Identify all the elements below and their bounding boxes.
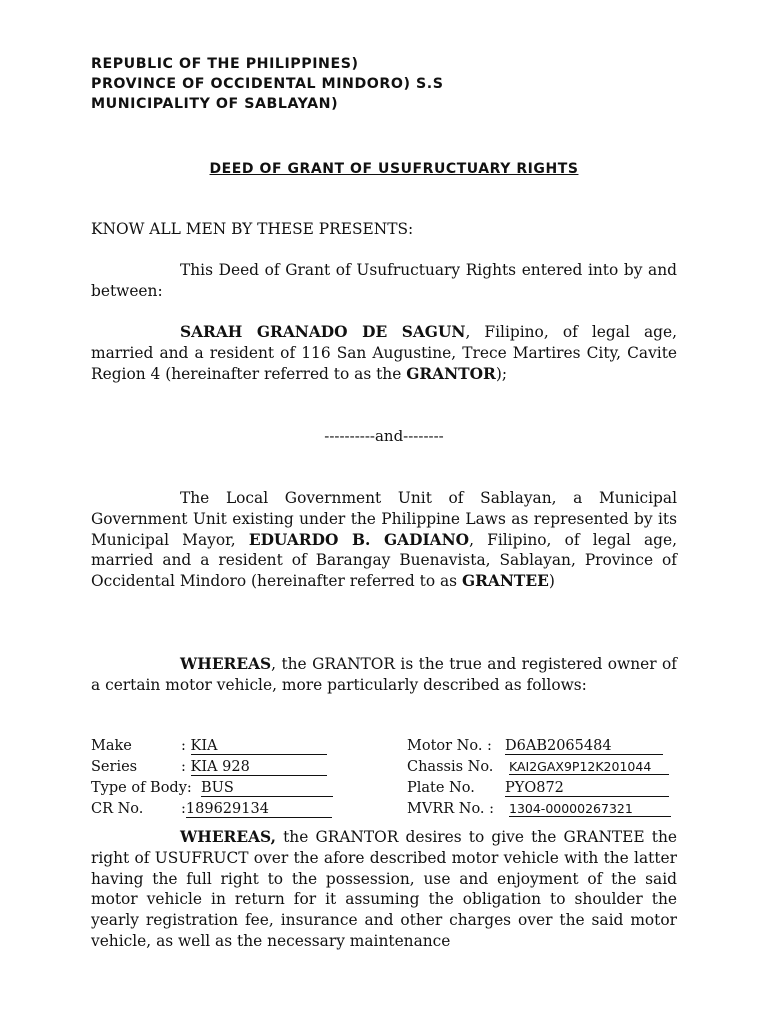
document-title: DEED OF GRANT OF USUFRUCTUARY RIGHTS (209, 161, 579, 177)
spec-motor (407, 736, 663, 757)
spec-make-value: KIA (191, 739, 327, 755)
whereas-keyword-2: WHEREAS, (180, 828, 276, 846)
grantor-name: SARAH GRANADO DE SAGUN (180, 323, 466, 341)
paragraph-parties: This Deed of Grant of Usufructuary Rights entered into by and between: (91, 261, 677, 300)
spec-chassis-value: KAI2GAX9P12K201044 (509, 759, 669, 775)
whereas-text-2: the GRANTOR desires to give the GRANTEE the right of USUFRUCT over the afore described motor vehicle with the latter having the full right to the possession, use and enjoyment of the said motor vehicle in return for it assuming the obligation to shoulder the yearly registration fee, insurance and other charges over the said motor vehicle, as well as the necessary maintenance (91, 828, 677, 950)
spec-mvrr (407, 799, 671, 820)
paragraph-whereas-1 (91, 654, 677, 696)
whereas-keyword-1: WHEREAS (180, 655, 272, 673)
whereas-text-1: , the GRANTOR is the true and registered owner of a certain motor vehicle, more particularly described as follows: (91, 655, 677, 694)
grantee-details-2: , Filipino, of legal age, married and a resident of Barangay Buenavista, Sablayan, Province of Occidental Mindoro (hereinafter referred to as (91, 530, 677, 591)
grantee-role: GRANTEE (461, 572, 549, 591)
spec-chassis (407, 757, 669, 778)
spec-motor-label: Motor No. : (407, 738, 492, 754)
spec-plate-value: PYO872 (505, 781, 669, 797)
spec-series-label: Series (91, 759, 138, 775)
spec-body-value: BUS (201, 781, 333, 797)
grantee-end: ) (548, 572, 555, 591)
separator-row (0, 427, 768, 445)
spec-series: Series : KIA 928 (91, 757, 327, 778)
intro-line: KNOW ALL MEN BY THESE PRESENTS: (91, 220, 414, 238)
header-municipality: MUNICIPALITY OF SABLAYAN) (91, 96, 339, 112)
spec-chassis-label: Chassis No. (407, 759, 494, 775)
spec-make: Make : KIA (91, 736, 327, 757)
grantor-end: ); (495, 364, 508, 383)
spec-plate (407, 778, 669, 799)
grantor-details: , Filipino, of legal age, married and a resident of 116 San Augustine, Trece Martires City, Cavite Region 4 (hereinafter referred to as the (91, 323, 677, 383)
spec-cr-value: 189629134 (186, 802, 332, 818)
spec-cr: CR No. :189629134 (91, 799, 332, 820)
paragraph-grantee (91, 488, 677, 592)
paragraph-whereas-2 (91, 827, 677, 952)
spec-make-label: Make (91, 738, 132, 754)
spec-body-label: Type of Body: (91, 780, 192, 796)
grantee-details-1: The Local Government Unit of Sablayan, a Municipal Government Unit existing under the Philippine Laws as represented by its Municipal Mayor, (91, 489, 677, 549)
jurisdiction-header (91, 54, 444, 114)
spec-cr-label: CR No. (91, 801, 144, 817)
spec-series-value: KIA 928 (191, 760, 327, 776)
spec-body (91, 778, 333, 799)
grantor-role: GRANTOR (406, 364, 496, 383)
separator: ----------and-------- (324, 427, 444, 445)
spec-plate-label: Plate No. (407, 780, 475, 796)
mayor-name: EDUARDO B. GADIANO (248, 530, 470, 549)
paragraph-grantor (91, 322, 677, 384)
spec-motor-value: D6AB2065484 (505, 739, 663, 755)
spec-mvrr-label: MVRR No. : (407, 801, 495, 817)
header-republic: REPUBLIC OF THE PHILIPPINES) (91, 56, 359, 72)
spec-mvrr-value: 1304-00000267321 (509, 801, 671, 817)
document-title-row (0, 158, 768, 177)
header-province: PROVINCE OF OCCIDENTAL MINDORO) S.S (91, 76, 444, 92)
